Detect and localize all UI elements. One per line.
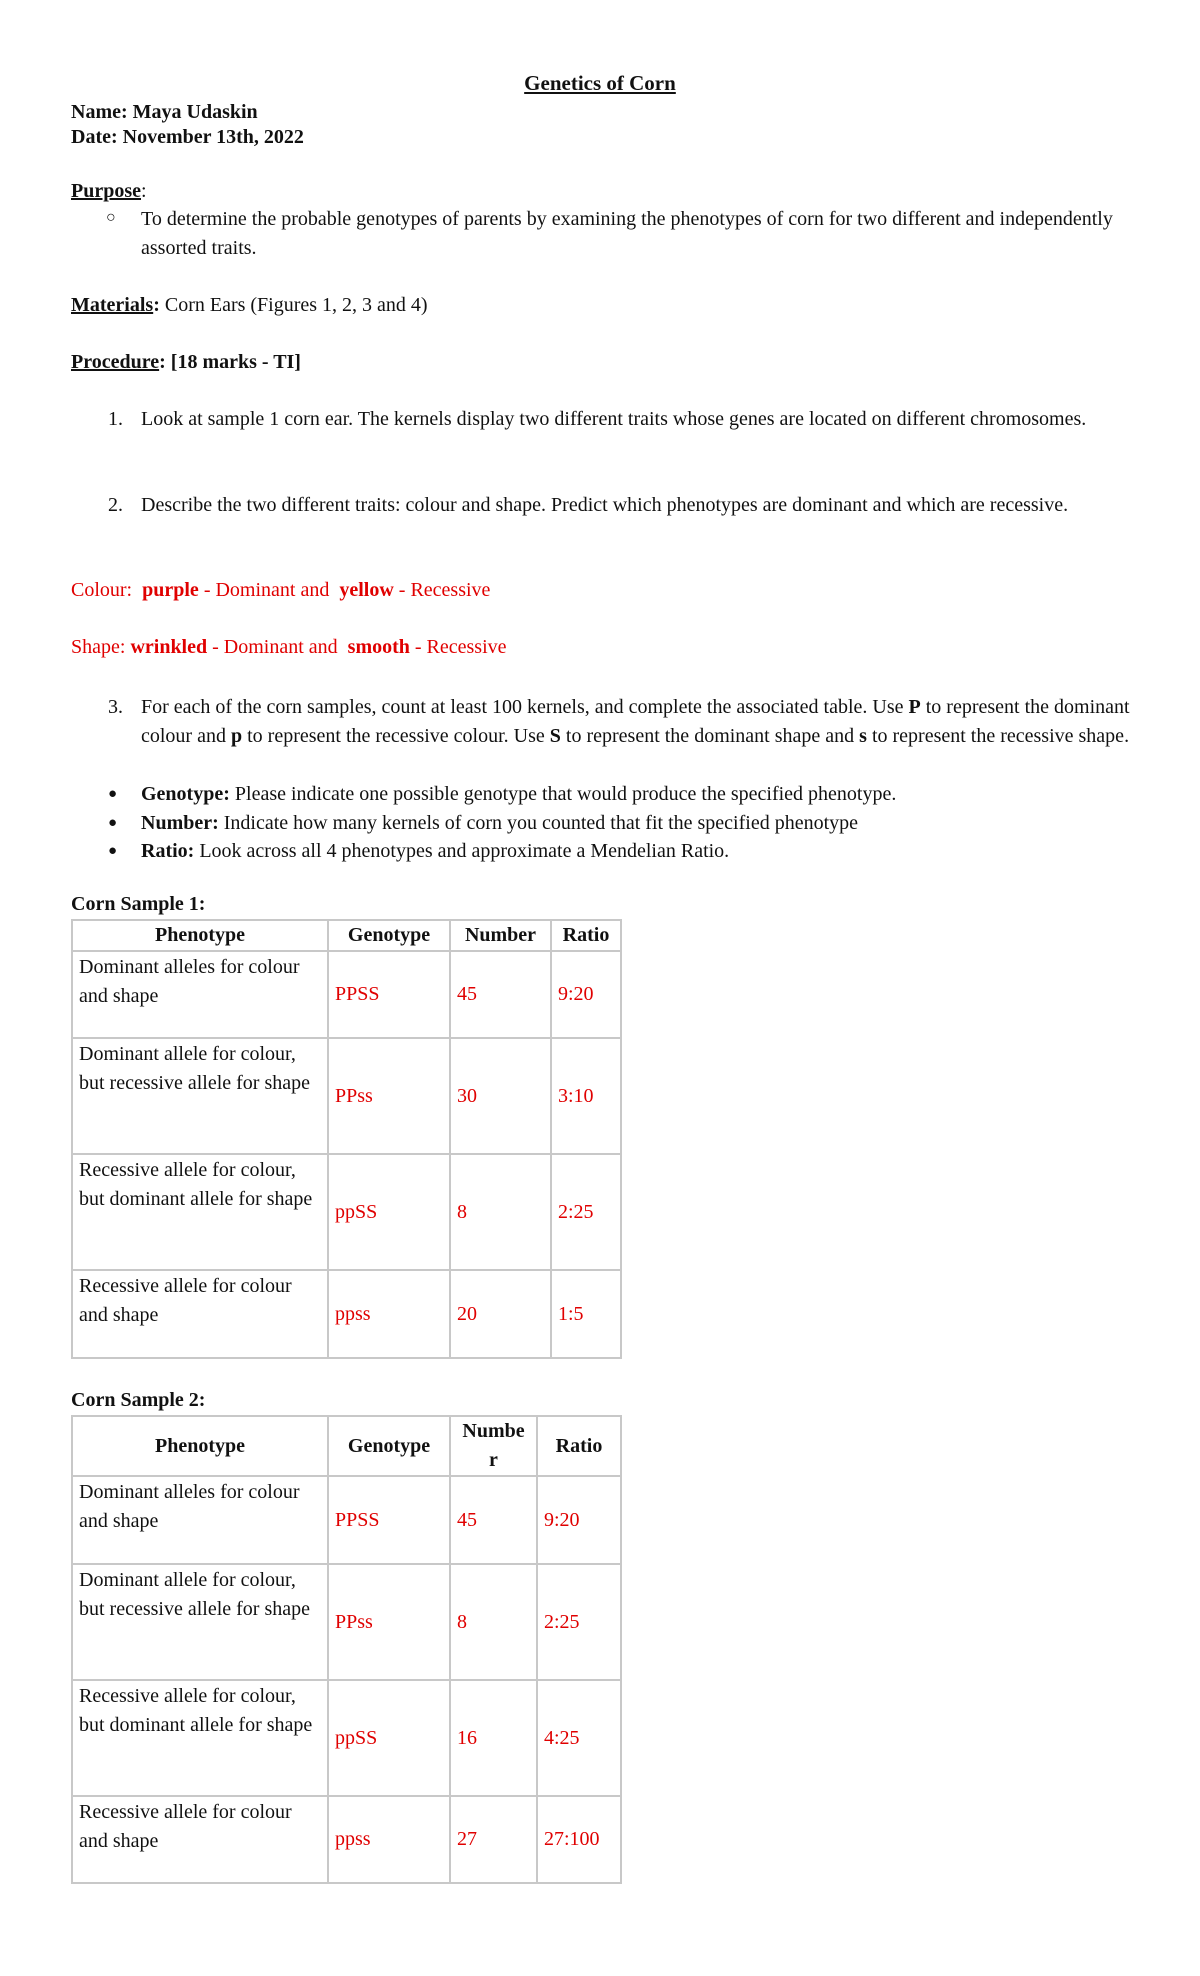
- page-title: Genetics of Corn: [524, 71, 676, 95]
- number-cell: 8: [450, 1154, 551, 1270]
- header-number: Numbe r: [450, 1416, 537, 1476]
- sample1-heading: Corn Sample 1:: [71, 893, 206, 915]
- header-ratio: Ratio: [551, 920, 621, 951]
- step-text: For each of the corn samples, count at least 100 kernels, and complete the associated table. Use P to represent the dominant colour and p to represent the recessive colour. Use S to represent the dominant shape and s to represent the recessive shape.: [141, 696, 1130, 747]
- materials-line: Materials: Corn Ears (Figures 1, 2, 3 and 4): [71, 294, 428, 316]
- number-cell: 27: [450, 1796, 537, 1883]
- ratio-cell: 3:10: [551, 1038, 621, 1154]
- phenotype-cell: Recessive allele for colour, but dominant allele for shape: [72, 1154, 328, 1270]
- table-row: [72, 1154, 621, 1270]
- phenotype-cell: Recessive allele for colour, but dominant allele for shape: [72, 1680, 328, 1796]
- name-label: Name:: [71, 101, 128, 123]
- table-row: [72, 1680, 621, 1796]
- genotype-cell: PPss: [328, 1038, 450, 1154]
- ratio-cell: 2:25: [551, 1154, 621, 1270]
- phenotype-cell: Dominant alleles for colour and shape: [72, 951, 328, 1038]
- number-cell: 45: [450, 951, 551, 1038]
- phenotype-cell: Dominant alleles for colour and shape: [72, 1476, 328, 1564]
- sample2-heading: Corn Sample 2:: [71, 1389, 206, 1411]
- table-row: [72, 1564, 621, 1680]
- sample1-table: [71, 919, 622, 1359]
- genotype-cell: ppss: [328, 1796, 450, 1883]
- date-line: [71, 126, 304, 149]
- genotype-cell: PPss: [328, 1564, 450, 1680]
- ratio-cell: 9:20: [551, 951, 621, 1038]
- date-label: Date:: [71, 126, 118, 148]
- phenotype-cell: Recessive allele for colour and shape: [72, 1796, 328, 1883]
- header-phenotype: Phenotype: [72, 1416, 328, 1476]
- shape-dominant: wrinkled: [130, 636, 208, 658]
- name-value: Maya Udaskin: [132, 101, 258, 123]
- ratio-cell: 27:100: [537, 1796, 621, 1883]
- ratio-cell: 1:5: [551, 1270, 621, 1358]
- bullet-icon: ●: [108, 843, 118, 859]
- date-value: November 13th, 2022: [122, 126, 304, 148]
- procedure-label: Procedure: [71, 351, 160, 373]
- table-row: [72, 951, 621, 1038]
- step-text: Describe the two different traits: colour and shape. Predict which phenotypes are dominant and which are recessive.: [141, 494, 1069, 516]
- header-genotype: Genotype: [328, 1416, 450, 1476]
- colour-dominant: purple: [142, 579, 199, 601]
- ratio-cell: 9:20: [537, 1476, 621, 1564]
- purpose-label: Purpose: [71, 180, 141, 202]
- name-line: [71, 101, 258, 124]
- header-number: Number: [450, 920, 551, 951]
- bullet-text: Ratio: Look across all 4 phenotypes and approximate a Mendelian Ratio.: [141, 840, 730, 862]
- number-cell: 8: [450, 1564, 537, 1680]
- table-row: [72, 1476, 621, 1564]
- number-cell: 30: [450, 1038, 551, 1154]
- colour-answer: Colour: purple - Dominant and yellow - Recessive: [71, 579, 491, 601]
- ratio-cell: 4:25: [537, 1680, 621, 1796]
- materials-text: Corn Ears (Figures 1, 2, 3 and 4): [164, 294, 428, 316]
- number-cell: 20: [450, 1270, 551, 1358]
- genotype-cell: ppSS: [328, 1680, 450, 1796]
- header-genotype: Genotype: [328, 920, 450, 951]
- sample2-table: [71, 1415, 622, 1884]
- table-row: [72, 1796, 621, 1883]
- header-ratio: Ratio: [537, 1416, 621, 1476]
- step-number: 1.: [108, 408, 123, 430]
- step-text: Look at sample 1 corn ear. The kernels display two different traits whose genes are located on different chromosomes.: [141, 408, 1087, 430]
- phenotype-cell: Recessive allele for colour and shape: [72, 1270, 328, 1358]
- ratio-cell: 2:25: [537, 1564, 621, 1680]
- header-phenotype: Phenotype: [72, 920, 328, 951]
- bullet-text: Number: Indicate how many kernels of corn you counted that fit the specified phenotype: [141, 812, 859, 834]
- bullet-icon: ●: [108, 815, 118, 831]
- genotype-cell: PPSS: [328, 951, 450, 1038]
- phenotype-cell: Dominant allele for colour, but recessive allele for shape: [72, 1564, 328, 1680]
- number-cell: 45: [450, 1476, 537, 1564]
- hollow-bullet-icon: ○: [106, 209, 116, 226]
- bullet-text: Genotype: Please indicate one possible genotype that would produce the specified phenotype.: [141, 783, 897, 805]
- procedure-heading: Procedure: [18 marks - TI]: [71, 351, 301, 373]
- step-number: 3.: [108, 696, 123, 718]
- shape-answer: Shape: wrinkled - Dominant and smooth - Recessive: [71, 636, 507, 658]
- phenotype-cell: Dominant allele for colour, but recessive allele for shape: [72, 1038, 328, 1154]
- table-row: [72, 1270, 621, 1358]
- genotype-cell: ppss: [328, 1270, 450, 1358]
- table-row: [72, 1038, 621, 1154]
- materials-label: Materials: [71, 294, 154, 316]
- genotype-cell: ppSS: [328, 1154, 450, 1270]
- purpose-heading: Purpose:: [71, 180, 147, 202]
- colour-recessive: yellow: [339, 579, 394, 601]
- bullet-icon: ●: [108, 786, 118, 802]
- number-cell: 16: [450, 1680, 537, 1796]
- step-number: 2.: [108, 494, 123, 516]
- purpose-text: To determine the probable genotypes of parents by examining the phenotypes of corn for two different and independently assorted traits.: [141, 208, 1113, 259]
- genotype-cell: PPSS: [328, 1476, 450, 1564]
- shape-recessive: smooth: [347, 636, 410, 658]
